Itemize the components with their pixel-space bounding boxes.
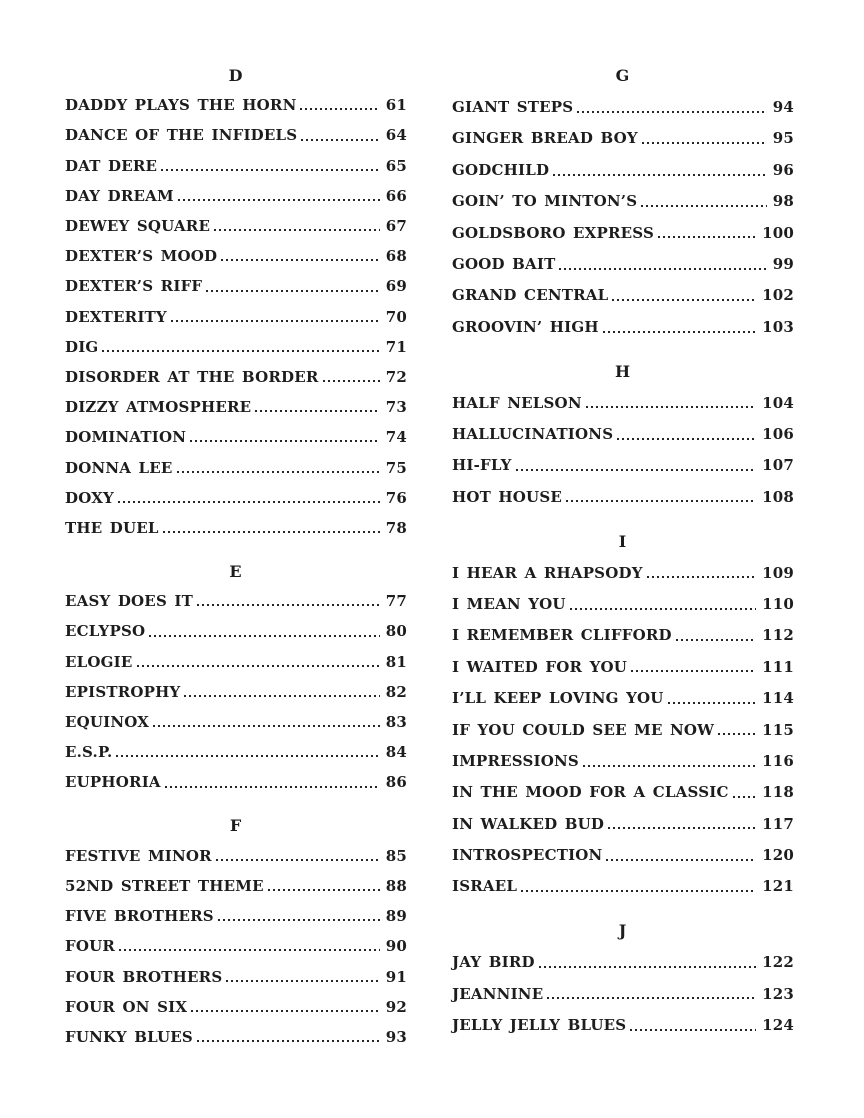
dot-leader xyxy=(149,635,379,637)
page-number: 118 xyxy=(762,783,794,802)
song-title: JAY BIRD xyxy=(452,953,535,972)
page-number: 67 xyxy=(385,217,407,236)
toc-entry xyxy=(65,452,407,482)
dot-leader xyxy=(165,786,380,788)
toc-entry xyxy=(65,961,407,991)
dot-leader xyxy=(586,406,756,408)
toc-entry xyxy=(452,248,794,279)
dot-leader xyxy=(612,299,756,301)
song-title: I MEAN YOU xyxy=(452,594,566,613)
toc-entry xyxy=(452,839,794,870)
dot-leader xyxy=(218,919,380,921)
toc-entry xyxy=(452,557,794,588)
toc-entry xyxy=(65,901,407,931)
page-number: 69 xyxy=(385,277,407,296)
song-title: GODCHILD xyxy=(452,160,550,179)
dot-leader xyxy=(631,670,756,672)
toc-entry xyxy=(452,947,794,978)
song-title: FOUR ON SIX xyxy=(65,997,188,1016)
dot-leader xyxy=(521,890,756,892)
song-title: DAT DERE xyxy=(65,156,158,175)
toc-entry xyxy=(452,777,794,808)
toc-entry xyxy=(452,1009,794,1040)
page-number: 98 xyxy=(772,192,794,211)
page-number: 109 xyxy=(762,563,794,582)
song-title: FESTIVE MINOR xyxy=(65,846,212,865)
toc-entry xyxy=(452,450,794,481)
song-title: JEANNINE xyxy=(452,984,544,1003)
toc-entry xyxy=(65,513,407,543)
page-number: 104 xyxy=(762,393,794,412)
page-number: 61 xyxy=(385,96,407,115)
song-title: DAY DREAM xyxy=(65,186,174,205)
song-title: IF YOU COULD SEE ME NOW xyxy=(452,720,715,739)
dot-leader xyxy=(553,174,767,176)
toc-column-left xyxy=(65,60,407,1052)
song-title: EUPHORIA xyxy=(65,773,161,792)
song-title: DEXTER’S RIFF xyxy=(65,277,203,296)
dot-leader xyxy=(547,997,756,999)
dot-leader xyxy=(118,501,380,503)
page-number: 73 xyxy=(385,398,407,417)
page-number: 100 xyxy=(762,223,794,242)
song-title: FIVE BROTHERS xyxy=(65,907,214,926)
toc-entry xyxy=(452,745,794,776)
song-title: IN WALKED BUD xyxy=(452,814,605,833)
toc-entry xyxy=(452,714,794,745)
dot-leader xyxy=(570,608,756,610)
song-title: DADDY PLAYS THE HORN xyxy=(65,96,297,115)
toc-entry xyxy=(452,978,794,1009)
toc-entry xyxy=(65,647,407,677)
dot-leader xyxy=(153,725,380,727)
page-number: 70 xyxy=(385,307,407,326)
dot-leader xyxy=(606,859,756,861)
toc-entry xyxy=(65,90,407,120)
dot-leader xyxy=(163,531,380,533)
toc-entry xyxy=(65,931,407,961)
page-number: 115 xyxy=(762,720,794,739)
song-title: GIANT STEPS xyxy=(452,98,574,117)
page-number: 76 xyxy=(385,488,407,507)
song-title: GOIN’ TO MINTON’S xyxy=(452,192,638,211)
toc-entry xyxy=(452,418,794,449)
toc-entry xyxy=(452,186,794,217)
toc-entry xyxy=(65,332,407,362)
page-number: 93 xyxy=(385,1027,407,1046)
toc-entry xyxy=(65,362,407,392)
song-title: HOT HOUSE xyxy=(452,487,563,506)
song-title: DIG xyxy=(65,337,99,356)
dot-leader xyxy=(268,889,380,891)
page-number: 111 xyxy=(762,657,794,676)
dot-leader xyxy=(577,111,766,113)
dot-leader xyxy=(255,410,379,412)
page-number: 102 xyxy=(762,286,794,305)
dot-leader xyxy=(206,290,379,292)
page-number: 121 xyxy=(762,877,794,896)
song-title: GINGER BREAD BOY xyxy=(452,129,638,148)
section-letter: J xyxy=(618,921,628,941)
toc-entry xyxy=(65,241,407,271)
song-title: DANCE OF THE INFIDELS xyxy=(65,126,298,145)
song-title: I HEAR A RHAPSODY xyxy=(452,563,643,582)
dot-leader xyxy=(178,199,380,201)
dot-leader xyxy=(161,169,380,171)
page-number: 77 xyxy=(385,592,407,611)
song-title: GOOD BAIT xyxy=(452,255,556,274)
song-title: IMPRESSIONS xyxy=(452,751,579,770)
page-number: 91 xyxy=(385,967,407,986)
song-title: GOLDSBORO EXPRESS xyxy=(452,223,655,242)
song-title: FOUR xyxy=(65,937,116,956)
toc-entry xyxy=(452,808,794,839)
toc-entry xyxy=(452,481,794,512)
page-number: 74 xyxy=(385,428,407,447)
page-number: 68 xyxy=(385,247,407,266)
page-number: 78 xyxy=(385,518,407,537)
song-title: I REMEMBER CLIFFORD xyxy=(452,626,672,645)
dot-leader xyxy=(214,229,380,231)
dot-leader xyxy=(516,469,757,471)
page-number: 114 xyxy=(762,689,794,708)
page-number: 85 xyxy=(385,846,407,865)
page-number: 82 xyxy=(385,682,407,701)
toc-entry xyxy=(65,841,407,871)
toc-entry xyxy=(65,120,407,150)
toc-entry xyxy=(65,483,407,513)
song-title: E.S.P. xyxy=(65,743,113,762)
dot-leader xyxy=(630,1029,756,1031)
song-title: I’LL KEEP LOVING YOU xyxy=(452,689,664,708)
song-title: JELLY JELLY BLUES xyxy=(452,1016,627,1035)
toc-entry xyxy=(65,707,407,737)
dot-leader xyxy=(647,576,756,578)
dot-leader xyxy=(617,438,756,440)
toc-entry xyxy=(65,151,407,181)
page-number: 122 xyxy=(762,953,794,972)
dot-leader xyxy=(642,142,767,144)
section-letter: D xyxy=(228,65,244,85)
page-number: 86 xyxy=(385,773,407,792)
dot-leader xyxy=(559,268,766,270)
dot-leader xyxy=(197,604,380,606)
page-number: 110 xyxy=(762,594,794,613)
dot-leader xyxy=(226,980,379,982)
song-title: ISRAEL xyxy=(452,877,518,896)
toc-entry xyxy=(452,154,794,185)
page-number: 88 xyxy=(385,876,407,895)
page-number: 116 xyxy=(762,751,794,770)
dot-leader xyxy=(608,827,756,829)
toc-entry xyxy=(452,651,794,682)
page-number: 81 xyxy=(385,652,407,671)
dot-leader xyxy=(171,320,380,322)
song-title: INTROSPECTION xyxy=(452,846,603,865)
toc-entry xyxy=(452,217,794,248)
toc-entry xyxy=(65,767,407,797)
dot-leader xyxy=(718,733,756,735)
song-title: 52ND STREET THEME xyxy=(65,876,264,895)
toc-entry xyxy=(452,588,794,619)
dot-leader xyxy=(301,139,379,141)
page-number: 123 xyxy=(762,984,794,1003)
toc-entry xyxy=(452,311,794,342)
page-number: 64 xyxy=(385,126,407,145)
page-number: 106 xyxy=(762,424,794,443)
song-title: EASY DOES IT xyxy=(65,592,193,611)
dot-leader xyxy=(137,665,380,667)
dot-leader xyxy=(566,500,756,502)
page-number: 84 xyxy=(385,743,407,762)
page-number: 95 xyxy=(772,129,794,148)
dot-leader xyxy=(583,765,756,767)
toc-entry xyxy=(452,123,794,154)
dot-leader xyxy=(539,966,756,968)
toc-entry xyxy=(452,682,794,713)
page-number: 117 xyxy=(762,814,794,833)
dot-leader xyxy=(733,796,756,798)
dot-leader xyxy=(300,108,379,110)
song-title: DIZZY ATMOSPHERE xyxy=(65,398,252,417)
page-number: 72 xyxy=(385,367,407,386)
page-number: 66 xyxy=(385,186,407,205)
toc-entry xyxy=(65,616,407,646)
dot-leader xyxy=(641,205,766,207)
toc-entry xyxy=(65,871,407,901)
song-title: FOUR BROTHERS xyxy=(65,967,223,986)
section-letter: E xyxy=(229,561,243,581)
dot-leader xyxy=(190,440,380,442)
page-number: 124 xyxy=(762,1016,794,1035)
page-number: 75 xyxy=(385,458,407,477)
page-number: 96 xyxy=(772,160,794,179)
song-title: GRAND CENTRAL xyxy=(452,286,609,305)
dot-leader xyxy=(323,380,380,382)
song-title: I WAITED FOR YOU xyxy=(452,657,628,676)
toc-entry xyxy=(452,871,794,902)
song-title: HALLUCINATIONS xyxy=(452,424,614,443)
page-number: 90 xyxy=(385,937,407,956)
page-number: 65 xyxy=(385,156,407,175)
song-title: EPISTROPHY xyxy=(65,682,181,701)
page-number: 107 xyxy=(762,456,794,475)
dot-leader xyxy=(197,1040,380,1042)
dot-leader xyxy=(184,695,379,697)
toc-entry xyxy=(452,620,794,651)
toc-entry xyxy=(65,992,407,1022)
song-title: DEWEY SQUARE xyxy=(65,217,211,236)
song-title: DEXTER’S MOOD xyxy=(65,247,218,266)
dot-leader xyxy=(668,702,757,704)
song-title: GROOVIN’ HIGH xyxy=(452,317,599,336)
toc-entry xyxy=(65,422,407,452)
song-title: DISORDER AT THE BORDER xyxy=(65,367,319,386)
song-title: DEXTERITY xyxy=(65,307,167,326)
page-number: 92 xyxy=(385,997,407,1016)
dot-leader xyxy=(603,331,756,333)
page-number: 80 xyxy=(385,622,407,641)
page-number: 99 xyxy=(772,255,794,274)
song-title: FUNKY BLUES xyxy=(65,1027,193,1046)
toc-entry xyxy=(65,181,407,211)
dot-leader xyxy=(191,1010,380,1012)
dot-leader xyxy=(216,859,380,861)
page-number: 94 xyxy=(772,98,794,117)
song-title: DONNA LEE xyxy=(65,458,173,477)
song-title: ECLYPSO xyxy=(65,622,146,641)
song-title: ELOGIE xyxy=(65,652,133,671)
dot-leader xyxy=(676,639,756,641)
dot-leader xyxy=(221,259,379,261)
toc-entry xyxy=(65,677,407,707)
song-title: IN THE MOOD FOR A CLASSIC xyxy=(452,783,729,802)
toc-entry xyxy=(65,586,407,616)
toc-entry xyxy=(452,387,794,418)
page-number: 103 xyxy=(762,317,794,336)
toc-entry xyxy=(65,211,407,241)
section-letter: I xyxy=(618,531,628,551)
toc-column-right xyxy=(452,60,794,1052)
page-number: 71 xyxy=(385,337,407,356)
song-title: DOXY xyxy=(65,488,114,507)
toc-entry xyxy=(65,737,407,767)
dot-leader xyxy=(119,949,380,951)
toc-entry xyxy=(65,271,407,301)
song-title: THE DUEL xyxy=(65,518,159,537)
song-title: HI-FLY xyxy=(452,456,512,475)
toc-entry xyxy=(452,91,794,122)
page-number: 120 xyxy=(762,846,794,865)
section-letter: H xyxy=(614,361,632,381)
page-number: 108 xyxy=(762,487,794,506)
song-title: EQUINOX xyxy=(65,713,150,732)
toc-entry xyxy=(452,280,794,311)
dot-leader xyxy=(102,350,379,352)
toc-entry xyxy=(65,302,407,332)
dot-leader xyxy=(658,236,756,238)
song-title: HALF NELSON xyxy=(452,393,582,412)
page-number: 89 xyxy=(385,907,407,926)
toc-entry xyxy=(65,1022,407,1052)
song-title: DOMINATION xyxy=(65,428,187,447)
section-letter: G xyxy=(615,66,631,86)
section-letter: F xyxy=(229,816,243,836)
page-number: 83 xyxy=(385,713,407,732)
dot-leader xyxy=(177,471,380,473)
dot-leader xyxy=(116,755,379,757)
page-number: 112 xyxy=(762,626,794,645)
toc-entry xyxy=(65,392,407,422)
